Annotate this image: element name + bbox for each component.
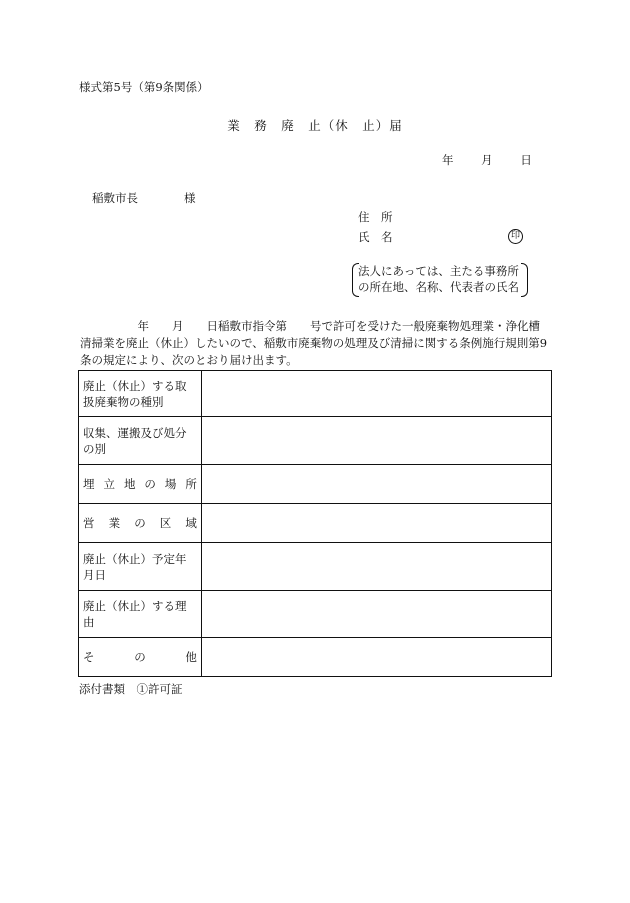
table-row xyxy=(79,371,552,417)
char: そ xyxy=(83,650,95,664)
row-label xyxy=(79,504,202,543)
char: 域 xyxy=(185,516,197,530)
char: 場 xyxy=(164,477,177,491)
form-number: 様式第5号（第9条関係） xyxy=(79,80,209,94)
attachment-note: 添付書類 ①許可証 xyxy=(79,682,183,696)
row-value[interactable] xyxy=(201,504,551,543)
char: の xyxy=(134,516,146,530)
row-value[interactable] xyxy=(201,543,551,591)
char: 営 xyxy=(83,516,95,530)
table-row xyxy=(79,543,552,591)
row-label-text xyxy=(83,476,197,492)
address-label: 住 所 xyxy=(358,210,393,224)
bracket-right xyxy=(521,263,528,297)
table-row xyxy=(79,465,552,504)
body-text xyxy=(80,318,550,369)
date-day: 日 xyxy=(520,153,532,167)
corporate-note-line: 法人にあっては、主たる事務所 xyxy=(358,264,519,278)
char: の xyxy=(134,650,146,664)
row-value[interactable] xyxy=(201,465,551,504)
char: の xyxy=(144,477,156,491)
name-label: 氏 名 xyxy=(358,230,393,244)
row-label: 収集、運搬及び処分の別 xyxy=(79,417,202,465)
info-table xyxy=(78,370,552,677)
body-text-line: 年 月 日稲敷市指令第 号で許可を受けた一般廃棄物処理業・浄化槽 xyxy=(80,319,540,333)
addressee: 稲敷市長 様 xyxy=(92,191,196,205)
row-label-text xyxy=(83,515,197,531)
char: 地 xyxy=(123,477,136,491)
table-row xyxy=(79,591,552,638)
char: 埋 xyxy=(83,477,95,491)
date-line xyxy=(430,155,532,167)
date-year: 年 xyxy=(442,153,454,167)
row-value[interactable] xyxy=(201,417,551,465)
body-text-line: 清掃業を廃止（休止）したいので、稲敷市廃棄物の処理及び清掃に関する条例施行規則第9 xyxy=(80,336,548,350)
corporate-note-line: の所在地、名称、代表者の氏名 xyxy=(358,280,519,294)
table-row xyxy=(79,417,552,465)
seal-mark: 印 xyxy=(508,229,523,244)
row-label-text xyxy=(83,649,197,665)
char: 立 xyxy=(103,477,115,491)
char: 所 xyxy=(185,477,197,491)
row-value[interactable] xyxy=(201,591,551,638)
table-row xyxy=(79,638,552,677)
table-row xyxy=(79,504,552,543)
row-label xyxy=(79,638,202,677)
document-title: 業 務 廃 止（休 止）届 xyxy=(227,118,403,133)
corporate-note xyxy=(352,263,528,297)
row-label xyxy=(79,465,202,504)
row-value[interactable] xyxy=(201,638,551,677)
date-month: 月 xyxy=(481,153,493,167)
char: 業 xyxy=(108,516,121,530)
body-text-line: 条の規定により、次のとおり届け出ます。 xyxy=(80,353,298,367)
row-label: 廃止（休止）予定年月日 xyxy=(79,543,202,591)
row-value[interactable] xyxy=(201,371,551,417)
row-label: 廃止（休止）する理由 xyxy=(79,591,202,638)
char: 他 xyxy=(185,650,197,664)
row-label: 廃止（休止）する取扱廃棄物の種別 xyxy=(79,371,202,417)
char: 区 xyxy=(159,516,172,530)
